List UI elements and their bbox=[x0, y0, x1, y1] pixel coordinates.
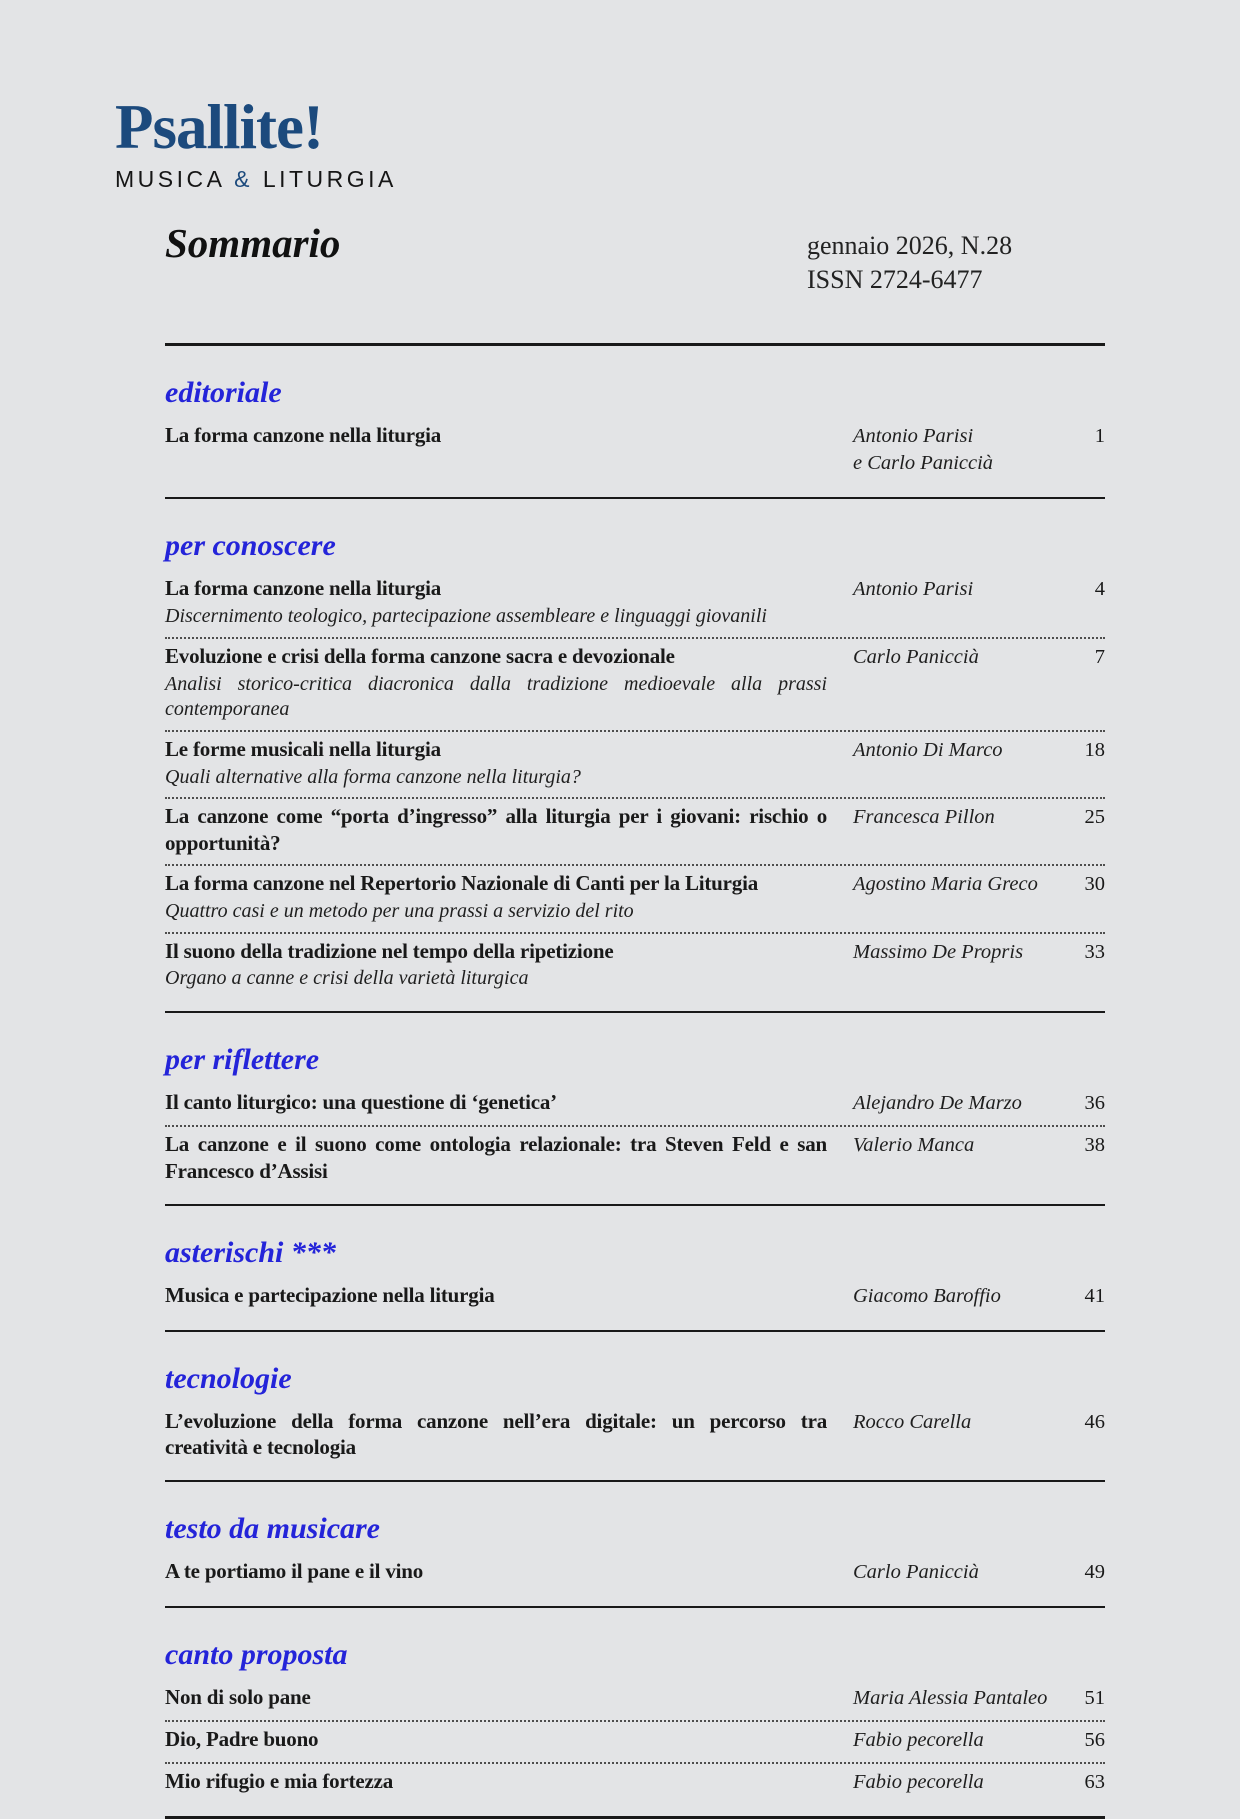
entry-text bbox=[165, 575, 853, 629]
toc-section-asterischi bbox=[165, 1206, 1105, 1332]
entry-title: Le forme musicali nella liturgia bbox=[165, 736, 441, 761]
toc-entry bbox=[165, 797, 1105, 864]
entry-author: Fabio pecorella bbox=[853, 1770, 984, 1793]
entry-author: Antonio Parisi bbox=[853, 578, 974, 601]
entry-text bbox=[165, 1408, 853, 1462]
magazine-logo: Psallite! bbox=[115, 92, 323, 162]
entry-author: Rocco Carella bbox=[853, 1410, 972, 1433]
entry-author: Fabio pecorella bbox=[853, 1729, 984, 1752]
entry-page-number: 38 bbox=[1084, 1133, 1105, 1156]
entry-page-number: 7 bbox=[1094, 645, 1105, 668]
issue-info bbox=[807, 223, 1105, 297]
entry-text bbox=[165, 736, 853, 790]
toc-section-per-riflettere bbox=[165, 1013, 1105, 1206]
entry-page-number: 46 bbox=[1084, 1410, 1105, 1433]
section-label: tecnologie bbox=[165, 1361, 292, 1395]
entry-author: Carlo Paniccià bbox=[853, 645, 979, 668]
toc-entry bbox=[165, 864, 1105, 931]
entry-authors bbox=[853, 422, 1053, 479]
entry-text bbox=[165, 1768, 853, 1795]
entry-authors bbox=[853, 575, 1053, 604]
entry-author: Francesca Pillon bbox=[853, 806, 995, 829]
entry-author: Alejandro De Marzo bbox=[853, 1092, 1022, 1115]
toc-entry bbox=[165, 730, 1105, 797]
entry-text bbox=[165, 643, 853, 723]
section-label: canto proposta bbox=[165, 1638, 348, 1672]
entry-authors bbox=[853, 1558, 1053, 1587]
entry-author: Antonio Parisi bbox=[853, 424, 974, 447]
section-label: editoriale bbox=[165, 375, 282, 409]
toc-entry bbox=[165, 637, 1105, 730]
section-entries bbox=[165, 571, 1105, 999]
entry-page-number: 51 bbox=[1084, 1687, 1105, 1710]
toc-entry bbox=[165, 932, 1105, 999]
toc-entry bbox=[165, 1085, 1105, 1125]
entry-title: La forma canzone nel Repertorio Nazionale di Canti per la Liturgia bbox=[165, 871, 759, 896]
entry-author: Maria Alessia Pantaleo bbox=[853, 1687, 1048, 1710]
entry-page-number: 63 bbox=[1084, 1770, 1105, 1793]
section-label: asterischi *** bbox=[165, 1235, 336, 1269]
toc-section-per-conoscere bbox=[165, 499, 1105, 1013]
toc-entry bbox=[165, 1720, 1105, 1762]
entry-text bbox=[165, 422, 853, 449]
toc bbox=[165, 343, 1105, 1819]
section-entries bbox=[165, 1085, 1105, 1192]
entry-authors bbox=[853, 803, 1053, 832]
entry-subtitle: Analisi storico-critica diacronica dalla tradizione medioevale alla prassi contemporanea bbox=[165, 672, 827, 721]
entry-title: L’evoluzione della forma canzone nell’era digitale: un percorso tra creatività e tecnologia bbox=[165, 1408, 827, 1460]
toc-entry bbox=[165, 1404, 1105, 1469]
section-entries bbox=[165, 1554, 1105, 1594]
toc-entry bbox=[165, 1554, 1105, 1594]
page-title: Sommario bbox=[165, 220, 341, 266]
toc-entry bbox=[165, 571, 1105, 636]
entry-authors bbox=[853, 1408, 1053, 1437]
entry-page-number: 1 bbox=[1094, 424, 1105, 447]
issn-number: ISSN 2724-6477 bbox=[807, 264, 983, 294]
entry-text bbox=[165, 1089, 853, 1116]
entry-authors bbox=[853, 1131, 1053, 1160]
masthead bbox=[0, 0, 1240, 297]
entry-author: Agostino Maria Greco bbox=[853, 873, 1038, 896]
entry-title: La forma canzone nella liturgia bbox=[165, 422, 442, 447]
section-entries bbox=[165, 418, 1105, 486]
entry-authors bbox=[853, 870, 1053, 899]
toc-section-editoriale bbox=[165, 346, 1105, 500]
entry-title: La canzone come “porta d’ingresso” alla liturgia per i giovani: rischio o opportunità? bbox=[165, 804, 827, 856]
logo-subtitle-liturgia: LITURGIA bbox=[262, 166, 397, 192]
logo-subtitle-musica: MUSICA bbox=[115, 166, 225, 192]
entry-subtitle: Organo a canne e crisi della varietà liturgica bbox=[165, 967, 529, 990]
entry-author: Massimo De Propris bbox=[853, 940, 1024, 963]
entry-title: A te portiamo il pane e il vino bbox=[165, 1559, 424, 1584]
entry-page-number: 41 bbox=[1084, 1284, 1105, 1307]
issue-date: gennaio 2026, N.28 bbox=[807, 231, 1013, 260]
entry-page-number: 49 bbox=[1084, 1561, 1105, 1584]
entry-authors bbox=[853, 1726, 1053, 1755]
section-label: per riflettere bbox=[165, 1043, 320, 1077]
entry-authors bbox=[853, 1768, 1053, 1797]
entry-author: Carlo Paniccià bbox=[853, 1561, 979, 1584]
entry-title: Musica e partecipazione nella liturgia bbox=[165, 1282, 495, 1307]
entry-title: Non di solo pane bbox=[165, 1685, 311, 1710]
section-label: per conoscere bbox=[165, 529, 336, 563]
entry-text bbox=[165, 1684, 853, 1711]
toc-section-testo-da-musicare bbox=[165, 1482, 1105, 1608]
entry-text bbox=[165, 1726, 853, 1753]
entry-text bbox=[165, 938, 853, 992]
toc-section-canto-proposta bbox=[165, 1608, 1105, 1819]
entry-authors bbox=[853, 643, 1053, 672]
entry-page-number: 30 bbox=[1084, 873, 1105, 896]
toc-section-tecnologie bbox=[165, 1332, 1105, 1483]
entry-page-number: 18 bbox=[1084, 738, 1105, 761]
entry-title: Dio, Padre buono bbox=[165, 1727, 319, 1752]
section-label: testo da musicare bbox=[165, 1512, 380, 1546]
entry-title: Il canto liturgico: una questione di ‘genetica’ bbox=[165, 1090, 557, 1115]
entry-text bbox=[165, 803, 853, 857]
toc-entry bbox=[165, 1278, 1105, 1318]
entry-authors bbox=[853, 1089, 1053, 1118]
logo-ampersand: & bbox=[234, 166, 253, 192]
entry-page-number: 33 bbox=[1084, 940, 1105, 963]
entry-authors bbox=[853, 1684, 1053, 1713]
entry-author: Antonio Di Marco bbox=[853, 738, 1003, 761]
entry-subtitle: Quattro casi e un metodo per una prassi a servizio del rito bbox=[165, 899, 634, 922]
section-entries bbox=[165, 1680, 1105, 1804]
entry-authors bbox=[853, 938, 1053, 967]
toc-entry bbox=[165, 1125, 1105, 1192]
section-entries bbox=[165, 1404, 1105, 1469]
entry-title: Evoluzione e crisi della forma canzone sacra e devozionale bbox=[165, 643, 675, 668]
header-row bbox=[115, 220, 1105, 297]
entry-page-number: 36 bbox=[1084, 1092, 1105, 1115]
entry-page-number: 25 bbox=[1084, 806, 1105, 829]
entry-text bbox=[165, 870, 853, 924]
entry-author: Valerio Manca bbox=[853, 1133, 975, 1156]
entry-title: Il suono della tradizione nel tempo della ripetizione bbox=[165, 938, 614, 963]
entry-text bbox=[165, 1282, 853, 1309]
entry-text bbox=[165, 1131, 853, 1185]
entry-text bbox=[165, 1558, 853, 1585]
entry-page-number: 56 bbox=[1084, 1729, 1105, 1752]
entry-title: Mio rifugio e mia fortezza bbox=[165, 1768, 394, 1793]
toc-entry bbox=[165, 1680, 1105, 1720]
entry-subtitle: Quali alternative alla forma canzone nella liturgia? bbox=[165, 765, 581, 788]
entry-subtitle: Discernimento teologico, partecipazione assembleare e linguaggi giovanili bbox=[165, 605, 767, 628]
entry-author: e Carlo Paniccià bbox=[853, 452, 994, 475]
entry-authors bbox=[853, 736, 1053, 765]
magazine-logo-subtitle bbox=[115, 166, 1105, 193]
entry-title: La canzone e il suono come ontologia relazionale: tra Steven Feld e san Francesco d’Assisi bbox=[165, 1131, 827, 1183]
toc-entry bbox=[165, 1762, 1105, 1804]
section-entries bbox=[165, 1278, 1105, 1318]
entry-authors bbox=[853, 1282, 1053, 1311]
toc-entry bbox=[165, 418, 1105, 486]
entry-title: La forma canzone nella liturgia bbox=[165, 576, 442, 601]
entry-page-number: 4 bbox=[1094, 578, 1105, 601]
entry-author: Giacomo Baroffio bbox=[853, 1284, 1001, 1307]
